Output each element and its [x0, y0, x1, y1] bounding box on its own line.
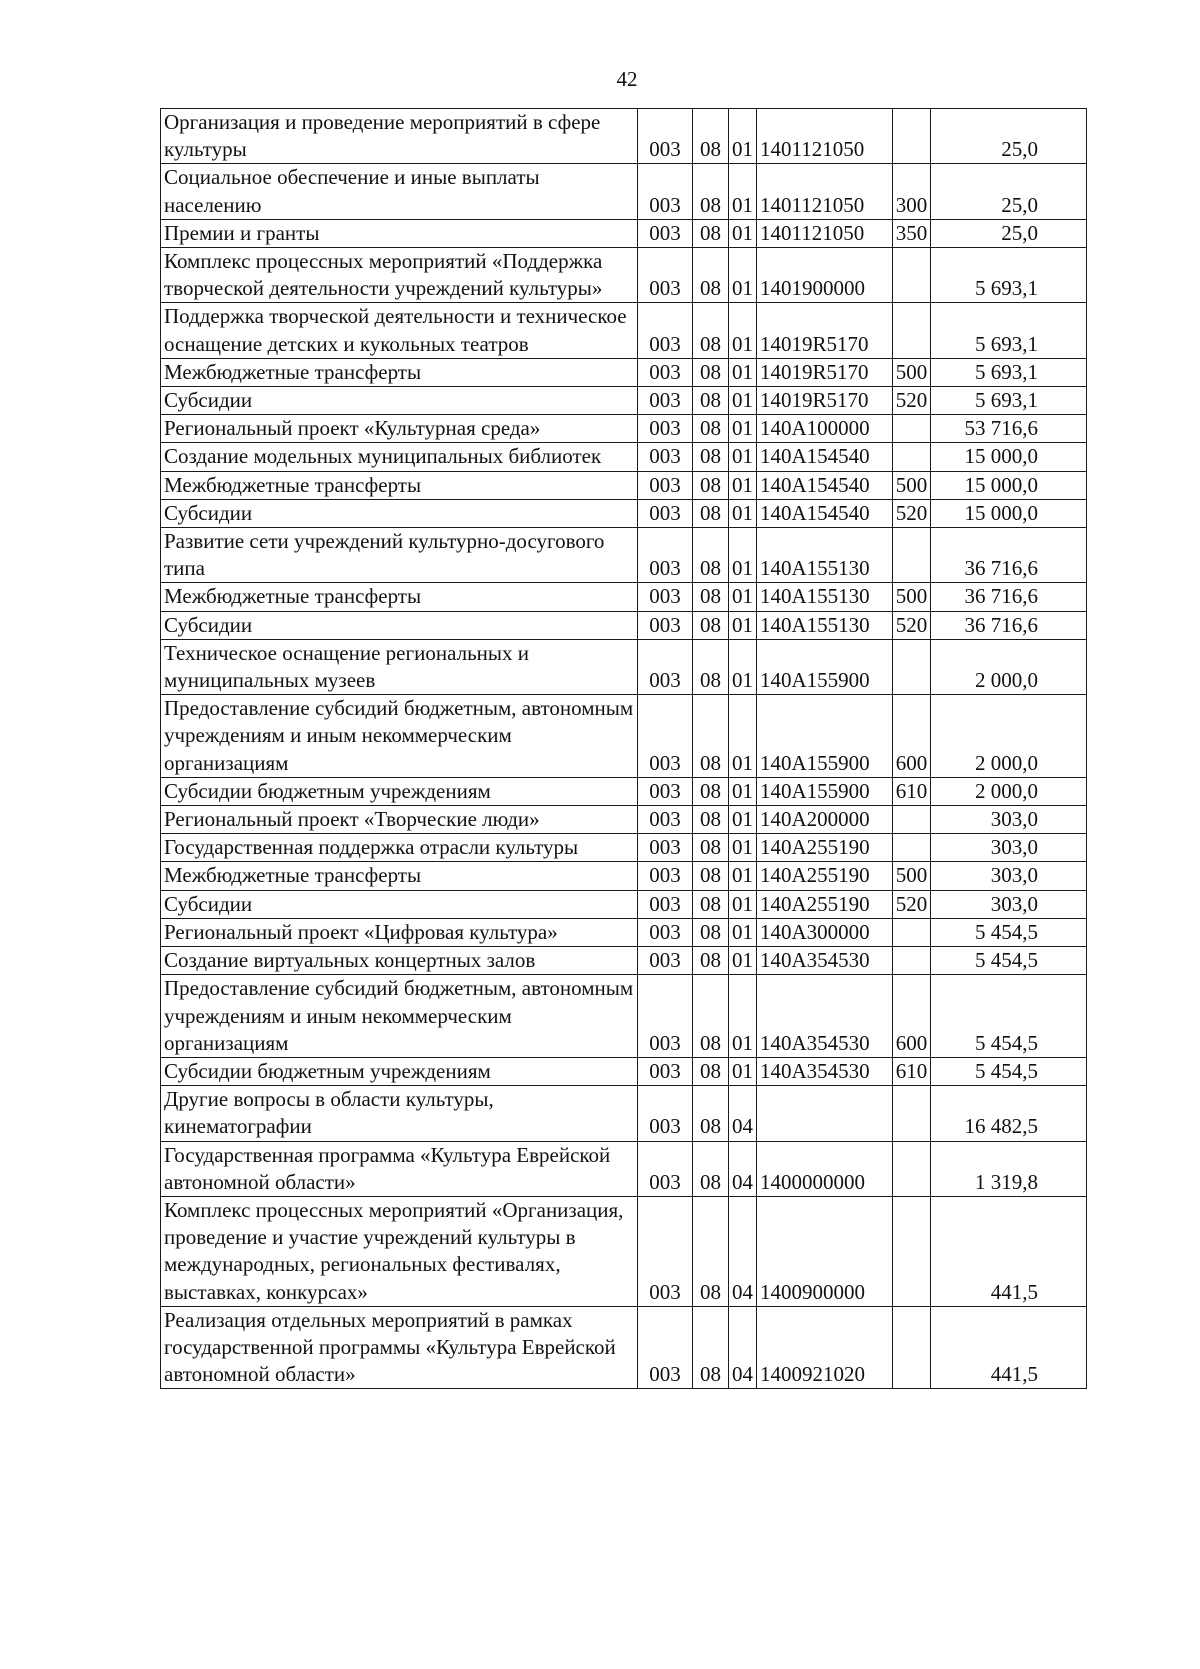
target-article-code: 1400921020 — [757, 1306, 893, 1389]
ministry-code: 003 — [638, 918, 693, 946]
ministry-code: 003 — [638, 1057, 693, 1085]
subsection-code: 01 — [729, 471, 757, 499]
amount-value: 303,0 — [931, 890, 1087, 918]
section-code: 08 — [693, 918, 729, 946]
expense-type-code: 600 — [893, 975, 931, 1058]
ministry-code: 003 — [638, 806, 693, 834]
amount-value: 53 716,6 — [931, 415, 1087, 443]
expense-type-code: 500 — [893, 358, 931, 386]
expense-type-code — [893, 1086, 931, 1141]
expense-type-code — [893, 109, 931, 164]
section-code: 08 — [693, 583, 729, 611]
target-article-code: 1400000000 — [757, 1141, 893, 1196]
section-code: 08 — [693, 109, 729, 164]
target-article-code: 140A255190 — [757, 834, 893, 862]
ministry-code: 003 — [638, 695, 693, 778]
amount-value: 303,0 — [931, 806, 1087, 834]
target-article-code: 1400900000 — [757, 1196, 893, 1306]
amount-value: 5 693,1 — [931, 358, 1087, 386]
row-name: Премии и гранты — [161, 219, 638, 247]
target-article-code: 140A155900 — [757, 695, 893, 778]
row-name: Региональный проект «Творческие люди» — [161, 806, 638, 834]
subsection-code: 01 — [729, 387, 757, 415]
row-name: Предоставление субсидий бюджетным, автономным учреждениям и иным некоммерческим организациям — [161, 975, 638, 1058]
budget-table — [160, 108, 1087, 1389]
section-code: 08 — [693, 806, 729, 834]
section-code: 08 — [693, 1057, 729, 1085]
table-row — [161, 639, 1087, 694]
table-row — [161, 219, 1087, 247]
amount-value: 5 693,1 — [931, 248, 1087, 303]
target-article-code: 14019R5170 — [757, 303, 893, 358]
table-row — [161, 387, 1087, 415]
expense-type-code: 500 — [893, 862, 931, 890]
table-row — [161, 918, 1087, 946]
ministry-code: 003 — [638, 583, 693, 611]
amount-value: 5 693,1 — [931, 387, 1087, 415]
table-row — [161, 806, 1087, 834]
amount-value: 441,5 — [931, 1306, 1087, 1389]
table-row — [161, 1141, 1087, 1196]
section-code: 08 — [693, 387, 729, 415]
table-row — [161, 471, 1087, 499]
amount-value: 25,0 — [931, 219, 1087, 247]
target-article-code: 140A255190 — [757, 862, 893, 890]
section-code: 08 — [693, 890, 729, 918]
amount-value: 303,0 — [931, 862, 1087, 890]
ministry-code: 003 — [638, 248, 693, 303]
ministry-code: 003 — [638, 219, 693, 247]
expense-type-code: 500 — [893, 471, 931, 499]
row-name: Субсидии бюджетным учреждениям — [161, 777, 638, 805]
ministry-code: 003 — [638, 164, 693, 219]
expense-type-code — [893, 415, 931, 443]
subsection-code: 01 — [729, 164, 757, 219]
target-article-code: 140A155900 — [757, 639, 893, 694]
subsection-code: 04 — [729, 1086, 757, 1141]
ministry-code: 003 — [638, 528, 693, 583]
subsection-code: 04 — [729, 1196, 757, 1306]
table-row — [161, 695, 1087, 778]
amount-value: 1 319,8 — [931, 1141, 1087, 1196]
table-row — [161, 862, 1087, 890]
row-name: Субсидии — [161, 499, 638, 527]
row-name: Государственная поддержка отрасли культуры — [161, 834, 638, 862]
expense-type-code — [893, 303, 931, 358]
row-name: Реализация отдельных мероприятий в рамках государственной программы «Культура Еврейской автономной области» — [161, 1306, 638, 1389]
amount-value: 36 716,6 — [931, 528, 1087, 583]
subsection-code: 01 — [729, 219, 757, 247]
table-row — [161, 499, 1087, 527]
row-name: Межбюджетные трансферты — [161, 358, 638, 386]
row-name: Техническое оснащение региональных и муниципальных музеев — [161, 639, 638, 694]
expense-type-code — [893, 834, 931, 862]
section-code: 08 — [693, 947, 729, 975]
ministry-code: 003 — [638, 358, 693, 386]
section-code: 08 — [693, 611, 729, 639]
expense-type-code — [893, 1196, 931, 1306]
table-row — [161, 358, 1087, 386]
target-article-code: 140A155130 — [757, 611, 893, 639]
ministry-code: 003 — [638, 471, 693, 499]
subsection-code: 01 — [729, 1057, 757, 1085]
amount-value: 441,5 — [931, 1196, 1087, 1306]
expense-type-code: 520 — [893, 499, 931, 527]
ministry-code: 003 — [638, 862, 693, 890]
section-code: 08 — [693, 1086, 729, 1141]
target-article-code: 140A354530 — [757, 975, 893, 1058]
amount-value: 5 454,5 — [931, 1057, 1087, 1085]
section-code: 08 — [693, 499, 729, 527]
subsection-code: 01 — [729, 777, 757, 805]
table-row — [161, 1086, 1087, 1141]
amount-value: 2 000,0 — [931, 695, 1087, 778]
table-row — [161, 248, 1087, 303]
section-code: 08 — [693, 777, 729, 805]
table-row — [161, 777, 1087, 805]
table-row — [161, 415, 1087, 443]
amount-value: 15 000,0 — [931, 471, 1087, 499]
row-name: Государственная программа «Культура Еврейской автономной области» — [161, 1141, 638, 1196]
target-article-code: 140A255190 — [757, 890, 893, 918]
expense-type-code — [893, 1141, 931, 1196]
row-name: Субсидии — [161, 611, 638, 639]
subsection-code: 01 — [729, 583, 757, 611]
expense-type-code: 350 — [893, 219, 931, 247]
row-name: Субсидии — [161, 890, 638, 918]
ministry-code: 003 — [638, 1196, 693, 1306]
subsection-code: 01 — [729, 695, 757, 778]
target-article-code: 14019R5170 — [757, 387, 893, 415]
subsection-code: 01 — [729, 918, 757, 946]
row-name: Создание виртуальных концертных залов — [161, 947, 638, 975]
section-code: 08 — [693, 639, 729, 694]
row-name: Региональный проект «Цифровая культура» — [161, 918, 638, 946]
table-row — [161, 1196, 1087, 1306]
ministry-code: 003 — [638, 443, 693, 471]
expense-type-code: 520 — [893, 890, 931, 918]
row-name: Поддержка творческой деятельности и техническое оснащение детских и кукольных театров — [161, 303, 638, 358]
ministry-code: 003 — [638, 890, 693, 918]
expense-type-code: 520 — [893, 611, 931, 639]
ministry-code: 003 — [638, 387, 693, 415]
target-article-code: 14019R5170 — [757, 358, 893, 386]
section-code: 08 — [693, 219, 729, 247]
subsection-code: 01 — [729, 862, 757, 890]
budget-rows — [161, 109, 1087, 1389]
subsection-code: 01 — [729, 443, 757, 471]
ministry-code: 003 — [638, 1141, 693, 1196]
table-row — [161, 611, 1087, 639]
row-name: Межбюджетные трансферты — [161, 471, 638, 499]
amount-value: 36 716,6 — [931, 611, 1087, 639]
table-row — [161, 528, 1087, 583]
target-article-code: 140A354530 — [757, 947, 893, 975]
target-article-code: 1401900000 — [757, 248, 893, 303]
subsection-code: 01 — [729, 415, 757, 443]
expense-type-code: 610 — [893, 1057, 931, 1085]
expense-type-code — [893, 639, 931, 694]
expense-type-code — [893, 443, 931, 471]
row-name: Субсидии бюджетным учреждениям — [161, 1057, 638, 1085]
target-article-code — [757, 1086, 893, 1141]
ministry-code: 003 — [638, 1306, 693, 1389]
amount-value: 15 000,0 — [931, 499, 1087, 527]
section-code: 08 — [693, 471, 729, 499]
section-code: 08 — [693, 862, 729, 890]
row-name: Социальное обеспечение и иные выплаты населению — [161, 164, 638, 219]
section-code: 08 — [693, 443, 729, 471]
row-name: Субсидии — [161, 387, 638, 415]
row-name: Комплекс процессных мероприятий «Организация, проведение и участие учреждений культуры в международных, региональных фестивалях, выставках, конкурсах» — [161, 1196, 638, 1306]
section-code: 08 — [693, 358, 729, 386]
table-row — [161, 303, 1087, 358]
target-article-code: 140A154540 — [757, 499, 893, 527]
row-name: Межбюджетные трансферты — [161, 583, 638, 611]
target-article-code: 140A100000 — [757, 415, 893, 443]
page-number: 42 — [616, 67, 638, 91]
subsection-code: 01 — [729, 528, 757, 583]
table-row — [161, 164, 1087, 219]
expense-type-code — [893, 248, 931, 303]
section-code: 08 — [693, 164, 729, 219]
section-code: 08 — [693, 1141, 729, 1196]
subsection-code: 01 — [729, 975, 757, 1058]
expense-type-code: 300 — [893, 164, 931, 219]
row-name: Развитие сети учреждений культурно-досугового типа — [161, 528, 638, 583]
target-article-code: 140A200000 — [757, 806, 893, 834]
expense-type-code — [893, 806, 931, 834]
amount-value: 25,0 — [931, 109, 1087, 164]
section-code: 08 — [693, 975, 729, 1058]
table-row — [161, 1057, 1087, 1085]
amount-value: 15 000,0 — [931, 443, 1087, 471]
ministry-code: 003 — [638, 499, 693, 527]
amount-value: 16 482,5 — [931, 1086, 1087, 1141]
target-article-code: 140A154540 — [757, 443, 893, 471]
table-row — [161, 947, 1087, 975]
subsection-code: 01 — [729, 499, 757, 527]
amount-value: 5 693,1 — [931, 303, 1087, 358]
section-code: 08 — [693, 248, 729, 303]
table-row — [161, 975, 1087, 1058]
expense-type-code — [893, 528, 931, 583]
table-row — [161, 109, 1087, 164]
subsection-code: 01 — [729, 947, 757, 975]
ministry-code: 003 — [638, 975, 693, 1058]
section-code: 08 — [693, 695, 729, 778]
row-name: Комплекс процессных мероприятий «Поддержка творческой деятельности учреждений культуры» — [161, 248, 638, 303]
subsection-code: 01 — [729, 109, 757, 164]
section-code: 08 — [693, 1196, 729, 1306]
expense-type-code — [893, 1306, 931, 1389]
amount-value: 25,0 — [931, 164, 1087, 219]
section-code: 08 — [693, 834, 729, 862]
target-article-code: 140A300000 — [757, 918, 893, 946]
target-article-code: 1401121050 — [757, 164, 893, 219]
subsection-code: 01 — [729, 611, 757, 639]
subsection-code: 01 — [729, 248, 757, 303]
target-article-code: 140A155900 — [757, 777, 893, 805]
ministry-code: 003 — [638, 1086, 693, 1141]
subsection-code: 01 — [729, 834, 757, 862]
amount-value: 2 000,0 — [931, 777, 1087, 805]
subsection-code: 01 — [729, 890, 757, 918]
subsection-code: 01 — [729, 358, 757, 386]
ministry-code: 003 — [638, 415, 693, 443]
target-article-code: 1401121050 — [757, 219, 893, 247]
ministry-code: 003 — [638, 947, 693, 975]
amount-value: 36 716,6 — [931, 583, 1087, 611]
amount-value: 5 454,5 — [931, 918, 1087, 946]
ministry-code: 003 — [638, 834, 693, 862]
subsection-code: 01 — [729, 303, 757, 358]
expense-type-code: 600 — [893, 695, 931, 778]
row-name: Организация и проведение мероприятий в сфере культуры — [161, 109, 638, 164]
section-code: 08 — [693, 303, 729, 358]
expense-type-code: 520 — [893, 387, 931, 415]
expense-type-code — [893, 918, 931, 946]
subsection-code: 01 — [729, 806, 757, 834]
section-code: 08 — [693, 1306, 729, 1389]
target-article-code: 140A155130 — [757, 528, 893, 583]
table-row — [161, 1306, 1087, 1389]
section-code: 08 — [693, 415, 729, 443]
target-article-code: 1401121050 — [757, 109, 893, 164]
row-name: Межбюджетные трансферты — [161, 862, 638, 890]
table-row — [161, 834, 1087, 862]
amount-value: 303,0 — [931, 834, 1087, 862]
subsection-code: 04 — [729, 1306, 757, 1389]
target-article-code: 140A354530 — [757, 1057, 893, 1085]
table-row — [161, 583, 1087, 611]
amount-value: 2 000,0 — [931, 639, 1087, 694]
amount-value: 5 454,5 — [931, 975, 1087, 1058]
ministry-code: 003 — [638, 611, 693, 639]
expense-type-code: 500 — [893, 583, 931, 611]
row-name: Создание модельных муниципальных библиотек — [161, 443, 638, 471]
ministry-code: 003 — [638, 303, 693, 358]
ministry-code: 003 — [638, 109, 693, 164]
amount-value: 5 454,5 — [931, 947, 1087, 975]
target-article-code: 140A154540 — [757, 471, 893, 499]
table-row — [161, 443, 1087, 471]
expense-type-code — [893, 947, 931, 975]
section-code: 08 — [693, 528, 729, 583]
row-name: Региональный проект «Культурная среда» — [161, 415, 638, 443]
subsection-code: 01 — [729, 639, 757, 694]
ministry-code: 003 — [638, 777, 693, 805]
row-name: Предоставление субсидий бюджетным, автономным учреждениям и иным некоммерческим организациям — [161, 695, 638, 778]
expense-type-code: 610 — [893, 777, 931, 805]
ministry-code: 003 — [638, 639, 693, 694]
target-article-code: 140A155130 — [757, 583, 893, 611]
table-row — [161, 890, 1087, 918]
subsection-code: 04 — [729, 1141, 757, 1196]
row-name: Другие вопросы в области культуры, кинематографии — [161, 1086, 638, 1141]
